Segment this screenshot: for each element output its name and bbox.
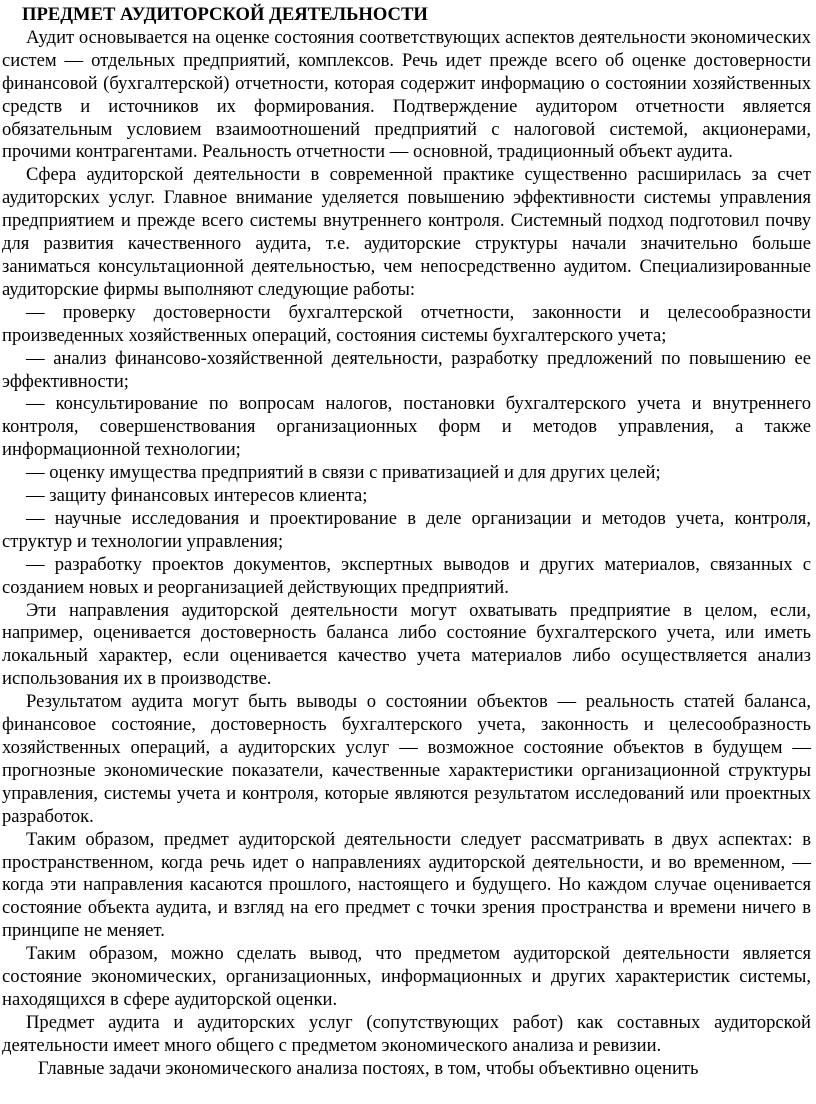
list-item-protection: — защиту финансовых интересов клиента;	[26, 485, 368, 507]
paragraph-tasks-partial: Главные задачи экономического анализа постоях, в том, чтобы объективно оценить	[38, 1057, 699, 1079]
paragraph-directions: Эти направления аудиторской деятельности могут охватывать предприятие в целом, если, например, оценивается достоверность баланса либо состояние бухгалтерского учета, или иметь локальный характер, если оценивается качество учета материалов либо осуществляется анализ использования их в производстве.	[2, 599, 811, 690]
paragraph-aspects: Таким образом, предмет аудиторской деятельности следует рассматривать в двух аспектах: в пространственном, когда речь идет о направлениях аудиторской деятельности, и во временном, — когда эти направления касаются прошлого, настоящего и будущего. Но каждом случае оценивается состояние объекта аудита, и взгляд на его предмет с точки зрения пространства и времени ничего в принципе не меняет.	[2, 828, 811, 942]
list-item-analysis: — анализ финансово-хозяйственной деятельности, разработку предложений по повышению ее эффективности;	[2, 347, 811, 392]
list-item-verification: — проверку достоверности бухгалтерской отчетности, законности и целесообразности произведенных хозяйственных операций, состояния системы бухгалтерского учета;	[2, 301, 811, 346]
paragraph-conclusion: Таким образом, можно сделать вывод, что предметом аудиторской деятельности является состояние экономических, организационных, информационных и других характеристик системы, находящихся в сфере аудиторской оценки.	[2, 943, 811, 1010]
list-item-documents: — разработку проектов документов, экспертных выводов и других материалов, связанных с созданием новых и реорганизацией действующих предприятий.	[2, 553, 811, 598]
paragraph-audit-scope: Сфера аудиторской деятельности в современной практике существенно расширилась за счет аудиторских услуг. Главное внимание уделяется повышению эффективности системы управления предприятием и прежде всего системы внутреннего контроля. Системный подход подготовил почву для развития качественного аудита, т.е. аудиторские структуры начали значительно больше заниматься консультационной деятельностью, чем непосредственно аудитом. Специализированные аудиторские фирмы выполняют следующие работы:	[2, 164, 811, 300]
document-title: ПРЕДМЕТ АУДИТОРСКОЙ ДЕЯТЕЛЬНОСТИ	[22, 4, 428, 25]
list-item-valuation: — оценку имущества предприятий в связи с приватизацией и для других целей;	[26, 462, 661, 484]
paragraph-audit-basis: Аудит основывается на оценке состояния соответствующих аспектов деятельности экономических систем — отдельных предприятий, комплексов. Речь идет прежде всего об оценке достоверности финансовой (бухгалтерской) отчетности, которая содержит информацию о состоянии хозяйственных средств и источников их формирования. Подтверждение аудитором отчетности является обязательным условием взаимоотношений предприятий с налоговой системой, акционерами, прочими контрагентами. Реальность отчетности — основной, традиционный объект аудита.	[2, 26, 811, 163]
list-item-consulting: — консультирование по вопросам налогов, постановки бухгалтерского учета и внутреннего контроля, совершенствования организационных форм и методов управления, а также информационной технологии;	[2, 393, 811, 461]
paragraph-subject-comparison: Предмет аудита и аудиторских услуг (сопутствующих работ) как составных аудиторской деятельности имеет много общего с предметом экономического анализа и ревизии.	[2, 1011, 811, 1056]
paragraph-results: Результатом аудита могут быть выводы о состоянии объектов — реальность статей баланса, финансовое состояние, достоверность бухгалтерского учета, законность и целесообразность хозяйственных операций, а аудиторских услуг — возможное состояние объектов в будущем — прогнозные экономические показатели, качественные характеристики организационной структуры управления, системы учета и контроля, которые являются результатом исследований или проектных разработок.	[2, 691, 811, 827]
list-item-research: — научные исследования и проектирование в деле организации и методов учета, контроля, структур и технологии управления;	[2, 507, 811, 552]
